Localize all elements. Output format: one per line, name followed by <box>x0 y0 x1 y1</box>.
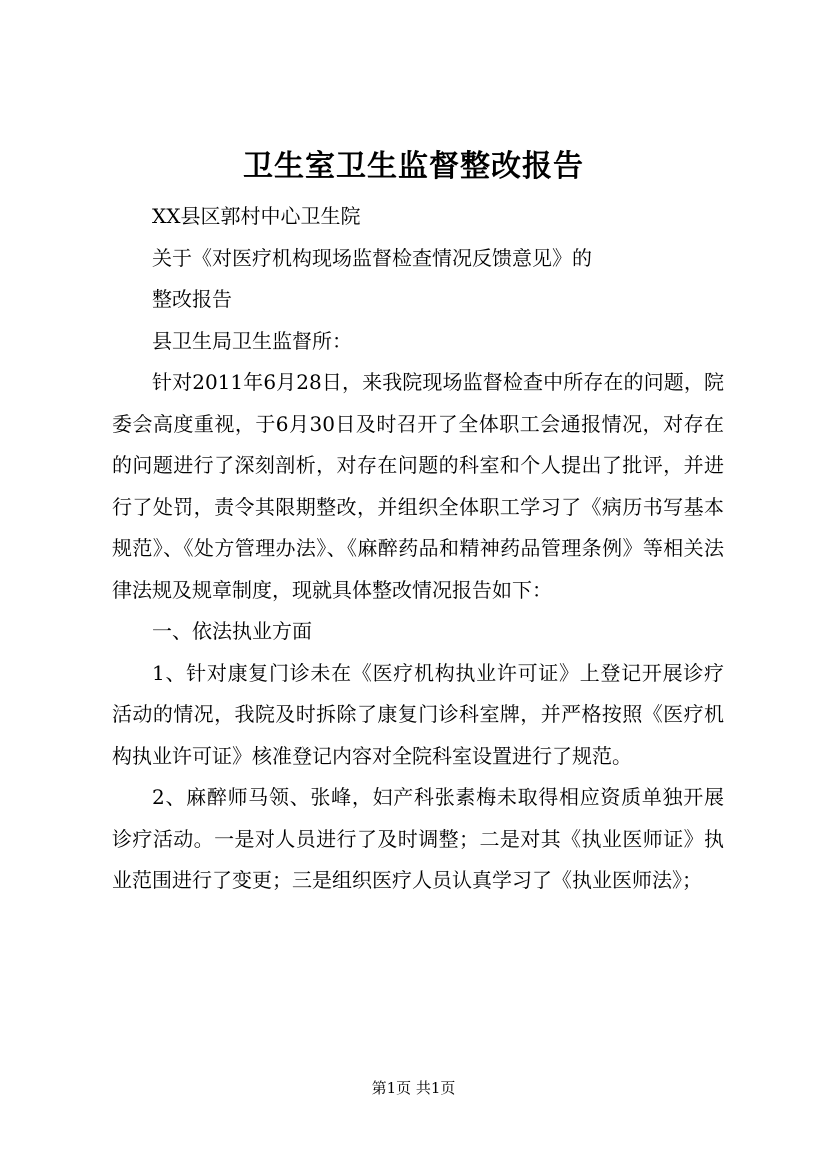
item-paragraph-2: 2、麻醉师马领、张峰，妇产科张素梅未取得相应资质单独开展诊疗活动。一是对人员进行了及时调整；二是对其《执业医师证》执业范围进行了变更；三是组织医疗人员认真学习了《执业医师法》； <box>112 785 724 892</box>
item-paragraph-1: 1、针对康复门诊未在《医疗机构执业许可证》上登记开展诊疗活动的情况，我院及时拆除了康复门诊科室牌，并严格按照《医疗机构执业许可证》核准登记内容对全院科室设置进行了规范。 <box>112 660 724 768</box>
section-heading: 一、依法执业方面 <box>152 619 312 643</box>
document-body <box>112 196 724 902</box>
hospital-name: XX县区郭村中心卫生院 <box>152 204 361 228</box>
document-title: 卫生室卫生监督整改报告 <box>243 149 584 184</box>
report-subject-line: 关于《对医疗机构现场监督检查情况反馈意见》的 <box>152 245 592 270</box>
addressee: 县卫生局卫生监督所： <box>152 328 352 353</box>
intro-paragraph: 针对2011年6月28日，来我院现场监督检查中所存在的问题，院委会高度重视，于6月30日及时召开了全体职工会通报情况，对存在的问题进行了深刻剖析，对存在问题的科室和个人提出了批评，并进行了处罚，责令其限期整改，并组织全体职工学习了《病历书写基本规范》、《处方管理办法》、《麻醉药品和精神药品管理条例》等相关法律法规及规章制度，现就具体整改情况报告如下： <box>112 370 724 602</box>
report-subject-line-2: 整改报告 <box>152 287 232 311</box>
page-number-footer: 第1页 共1页 <box>371 1079 456 1097</box>
